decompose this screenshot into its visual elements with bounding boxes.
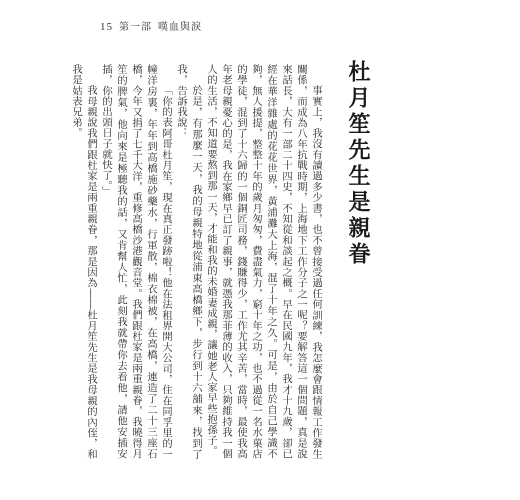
paragraph: 「你的表阿哥杜月笙，現在真正發跡啦！他在法租界開大公司，住在同孚里的一幢洋房裏，年年到高橋施砂藥水，行軍散，棉衣棉被，在高橋，連造了二十三座石橋，今年又捐了七千大洋，重修高橋沙港觀音堂。我們跟杜家是兩重親眷，我曉得月笙的脾氣，他向來是極聽我的話，又肯幫人忙，此刻我就帶你去看他，請他安插安插，你的出頭日子就快了。」 — [100, 64, 172, 459]
page-number: 15 — [100, 21, 113, 33]
paragraph: 事實上，我沒有讀過多少書，也不曾接受過任何訓練，我怎麼會跟情報工作發生關係，而成為八年抗戰時期，上海地下工作分子之一呢？要解答這一個問題，真是說來話長，大有一部二十四史，不知從和談起之概。早在民國九年，我才十九歲，卻已經在華洋雜處的花花世界，黃浦灘大上海，混了十年之久。可是，由於自己學識不夠，無人援提，整整十年的歲月匆匆，費盡氣力，窮十年之功，也不過從一名水菓店的學徒，混到了十六歸的一個銅匠司務，錢賺得少，工作尤其辛苦，當時，最使我高年老母親憂心的是，我在家鄉早已訂了親事，就憑我那菲薄的收入，只夠維持我一個人的生活，不知道要熬到那一天，才能和我的未婚妻成親，讓她老人家早些抱孫子。 — [205, 64, 322, 459]
body-text — [68, 64, 323, 459]
section-label: 嘆血與淚 — [158, 22, 202, 33]
paragraph: 於是，有那麼一天，我的母親特地從浦東高橋鄉下，步行到十六舖來，找到了我，告訴我說： — [175, 64, 202, 459]
chapter-title: 杜月笙先生是親眷 — [345, 60, 371, 268]
part-label: 第一部 — [119, 22, 152, 33]
paragraph: 我母親說我們跟杜家是兩重親眷，那是因為――杜月笙先生是我母親的內侄，和我是姑表兄弟。 — [70, 64, 97, 459]
running-header — [100, 18, 202, 33]
